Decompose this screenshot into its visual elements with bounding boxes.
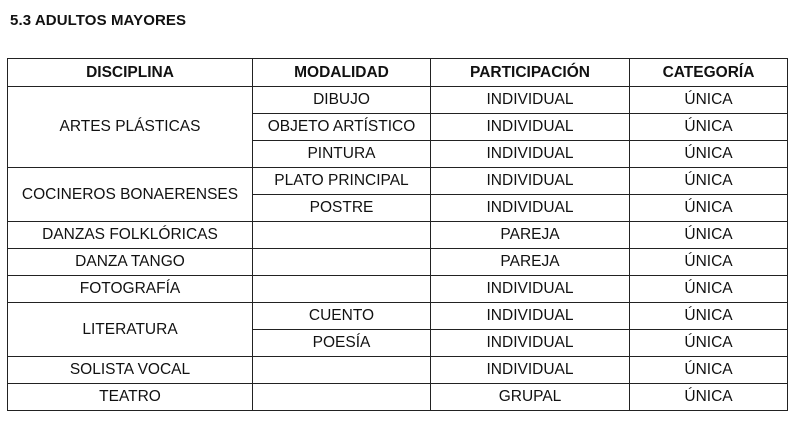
table-row xyxy=(8,276,788,303)
categoria-cell: ÚNICA xyxy=(630,384,788,411)
participacion-cell: INDIVIDUAL xyxy=(431,114,630,141)
participacion-cell: INDIVIDUAL xyxy=(431,357,630,384)
categoria-cell: ÚNICA xyxy=(630,141,788,168)
table-row xyxy=(8,249,788,276)
modalidad-cell: POESÍA xyxy=(253,330,431,357)
table-header xyxy=(8,59,788,87)
header-row xyxy=(8,59,788,87)
participacion-cell: INDIVIDUAL xyxy=(431,276,630,303)
disciplina-cell: TEATRO xyxy=(8,384,253,411)
modalidad-cell: DIBUJO xyxy=(253,87,431,114)
modalidad-cell: POSTRE xyxy=(253,195,431,222)
modalidad-cell: OBJETO ARTÍSTICO xyxy=(253,114,431,141)
categoria-cell: ÚNICA xyxy=(630,357,788,384)
header-categoria: CATEGORÍA xyxy=(630,59,788,87)
categoria-cell: ÚNICA xyxy=(630,276,788,303)
modalidad-cell: PLATO PRINCIPAL xyxy=(253,168,431,195)
categoria-cell: ÚNICA xyxy=(630,303,788,330)
modalidad-cell: PINTURA xyxy=(253,141,431,168)
participacion-cell: INDIVIDUAL xyxy=(431,141,630,168)
disciplina-cell: ARTES PLÁSTICAS xyxy=(8,87,253,168)
table-row xyxy=(8,168,788,195)
modalidad-cell: CUENTO xyxy=(253,303,431,330)
header-participacion: PARTICIPACIÓN xyxy=(431,59,630,87)
header-disciplina: DISCIPLINA xyxy=(8,59,253,87)
disciplina-cell: COCINEROS BONAERENSES xyxy=(8,168,253,222)
table-row xyxy=(8,303,788,330)
participacion-cell: PAREJA xyxy=(431,249,630,276)
table-row xyxy=(8,222,788,249)
modalidad-cell xyxy=(253,357,431,384)
disciplina-cell: DANZA TANGO xyxy=(8,249,253,276)
table-row xyxy=(8,384,788,411)
table-row xyxy=(8,357,788,384)
modalidad-cell xyxy=(253,384,431,411)
participacion-cell: INDIVIDUAL xyxy=(431,303,630,330)
categoria-cell: ÚNICA xyxy=(630,87,788,114)
modalidad-cell xyxy=(253,249,431,276)
table-row xyxy=(8,87,788,114)
disciplines-table xyxy=(7,58,788,411)
table-body xyxy=(8,87,788,411)
participacion-cell: INDIVIDUAL xyxy=(431,330,630,357)
disciplina-cell: LITERATURA xyxy=(8,303,253,357)
disciplina-cell: FOTOGRAFÍA xyxy=(8,276,253,303)
section-title: 5.3 ADULTOS MAYORES xyxy=(10,12,187,29)
modalidad-cell xyxy=(253,222,431,249)
disciplina-cell: SOLISTA VOCAL xyxy=(8,357,253,384)
participacion-cell: GRUPAL xyxy=(431,384,630,411)
disciplina-cell: DANZAS FOLKLÓRICAS xyxy=(8,222,253,249)
participacion-cell: INDIVIDUAL xyxy=(431,195,630,222)
categoria-cell: ÚNICA xyxy=(630,222,788,249)
categoria-cell: ÚNICA xyxy=(630,195,788,222)
modalidad-cell xyxy=(253,276,431,303)
categoria-cell: ÚNICA xyxy=(630,249,788,276)
header-modalidad: MODALIDAD xyxy=(253,59,431,87)
participacion-cell: PAREJA xyxy=(431,222,630,249)
categoria-cell: ÚNICA xyxy=(630,168,788,195)
participacion-cell: INDIVIDUAL xyxy=(431,87,630,114)
participacion-cell: INDIVIDUAL xyxy=(431,168,630,195)
categoria-cell: ÚNICA xyxy=(630,114,788,141)
categoria-cell: ÚNICA xyxy=(630,330,788,357)
